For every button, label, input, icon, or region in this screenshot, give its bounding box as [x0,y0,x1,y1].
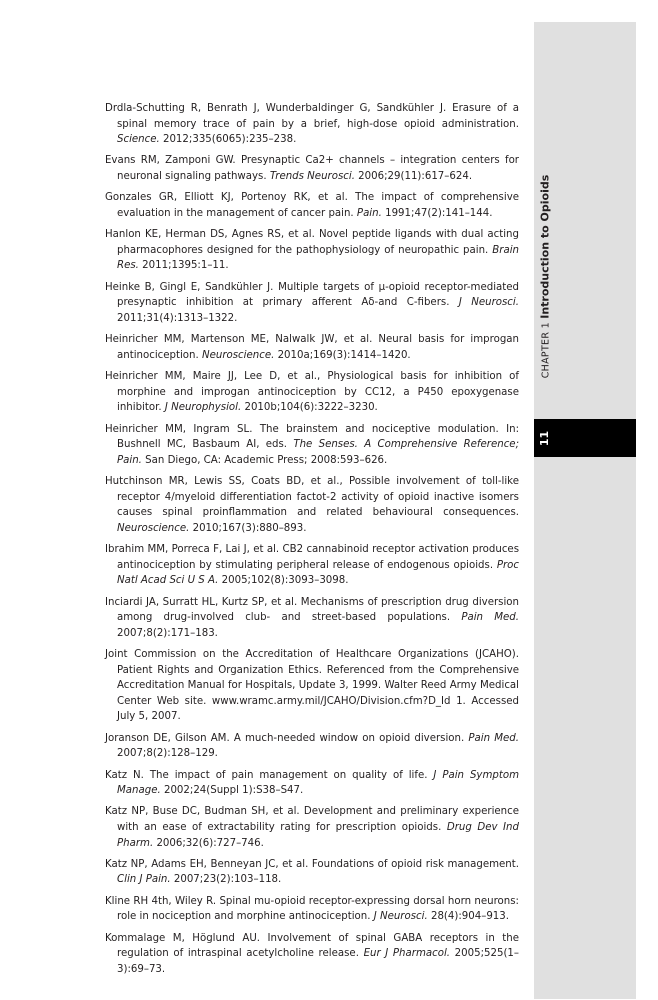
reference-list [105,101,519,983]
chapter-heading [534,174,556,379]
reference-citation: 2010;167(3):880–893. [189,522,307,534]
chapter-title: Introduction to Opioids [538,174,552,319]
reference-entry [105,931,519,978]
reference-journal: Drug Dev Ind Pharm. [117,821,519,849]
reference-entry [105,153,519,184]
reference-journal: J Neurosci. [373,911,428,923]
reference-entry [105,804,519,851]
reference-citation: 2005;525(1–3):69–73. [117,948,519,975]
reference-text: Katz NP, Buse DC, Budman SH, et al. Development and preliminary experience with an ease of extractability rating for prescription opioids. [105,806,519,833]
reference-text: Drdla-Schutting R, Benrath J, Wunderbaldinger G, Sandkühler J. Erasure of a spinal memory trace of pain by a brief, high-dose opioid administration. [105,103,519,130]
reference-entry [105,731,519,762]
reference-journal: Pain. [356,207,382,219]
reference-text: Hanlon KE, Herman DS, Agnes RS, et al. Novel peptide ligands with dual acting pharmacophores designed for the pathophysiology of neuropathic pain. [105,229,519,256]
reference-text: Heinricher MM, Martenson ME, Nalwalk JW, et al. Neural basis for improgan antinociception. [105,334,519,361]
reference-entry [105,647,519,725]
reference-entry [105,857,519,888]
reference-citation: San Diego, CA: Academic Press; 2008:593–626. [141,454,388,466]
chapter-label: CHAPTER 1 [540,318,552,379]
reference-text: Inciardi JA, Surratt HL, Kurtz SP, et al. Mechanisms of prescription drug diversion among drug-involved club- and street-based populations. [105,596,519,624]
reference-journal: Science. [117,134,160,146]
reference-citation: 2006;32(6):727–746. [153,837,264,849]
reference-text: Ibrahim MM, Porreca F, Lai J, et al. CB2 cannabinoid receptor activation produces antinociception by stimulating peripheral release of endogenous opioids. [105,544,519,571]
reference-text: Heinricher MM, Ingram SL. The brainstem and nociceptive modulation. In: Bushnell MC, Basbaum AI, eds. [105,423,519,451]
reference-entry [105,768,519,799]
reference-text: Joint Commission on the Accreditation of Healthcare Organizations (JCAHO). Patient Rights and Organization Ethics. Referenced from the Comprehensive Accreditation Manual for Hospitals, Update 3, 1999. Walter Reed Army Medical Center Web site. www.wramc.army.mil/JCAHO/Division.cfm?D_Id 1. Accessed July 5, 2007. [105,648,519,723]
reference-citation: 2011;31(4):1313–1322. [117,312,238,324]
reference-citation: 28(4):904–913. [427,911,510,923]
reference-citation: 2012;335(6065):235–238. [159,134,297,146]
reference-citation: 1991;47(2):141–144. [381,207,493,219]
reference-entry [105,190,519,221]
reference-citation: 2006;29(11):617–624. [354,171,473,183]
reference-citation: 2005;102(8):3093–3098. [218,575,349,587]
reference-entry [105,542,519,589]
reference-citation: 2002;24(Suppl 1):S38–S47. [160,785,304,797]
reference-text: Katz N. The impact of pain management on quality of life. [105,769,434,781]
reference-journal: J Pain Symptom Manage. [117,769,519,797]
reference-text: Heinke B, Gingl E, Sandkühler J. Multiple targets of μ-opioid receptor-mediated presynaptic inhibition at primary afferent Aδ-and C-fibers. [105,281,519,309]
reference-text: Hutchinson MR, Lewis SS, Coats BD, et al., Possible involvement of toll-like receptor 4/myeloid differentiation factot-2 activity of opioid inactive isomers causes spinal proinflammation and related behavioural consequences. [105,475,519,519]
reference-journal: J Neurosci. [458,297,519,309]
reference-text: Evans RM, Zamponi GW. Presynaptic Ca2+ channels – integration centers for neuronal signaling pathways. [105,155,519,183]
reference-entry [105,595,519,642]
reference-text: Joranson DE, Gilson AM. A much-needed window on opioid diversion. [105,732,469,744]
reference-entry [105,894,519,925]
reference-citation: 2007;8(2):171–183. [117,627,218,639]
reference-citation: 2010b;104(6):3222–3230. [241,402,378,414]
reference-journal: Eur J Pharmacol. [363,948,451,960]
reference-text: Heinricher MM, Maire JJ, Lee D, et al., Physiological basis for inhibition of morphine and improgan antinociception by CC12, a P450 epoxygenase inhibitor. [105,371,519,414]
reference-text: Katz NP, Adams EH, Benneyan JC, et al. Foundations of opioid risk management. [105,858,519,870]
reference-entry [105,227,519,274]
reference-text: Gonzales GR, Elliott KJ, Portenoy RK, et al. The impact of comprehensive evaluation in the management of cancer pain. [105,192,519,219]
reference-citation: 2007;8(2):128–129. [117,748,218,760]
reference-entry [105,474,519,536]
reference-journal: The Senses. A Comprehensive Reference; Pain. [117,439,520,466]
reference-journal: Pain Med. [461,612,519,624]
reference-journal: J Neurophysiol. [164,402,242,414]
reference-journal: Neuroscience. [201,349,275,361]
reference-citation: 2010a;169(3):1414–1420. [274,349,411,361]
reference-entry [105,369,519,416]
reference-entry [105,422,519,469]
page-number: 11 [538,430,552,446]
reference-entry [105,101,519,148]
reference-entry [105,280,519,327]
reference-citation: 2007;23(2):103–118. [170,874,282,886]
reference-journal: Brain Res. [117,244,519,272]
reference-journal: Trends Neurosci. [269,171,355,183]
reference-text: Kline RH 4th, Wiley R. Spinal mu-opioid receptor-expressing dorsal horn neurons: role in nociception and morphine antinociception. [105,895,519,923]
side-tab-strip [534,22,636,999]
reference-citation: 2011;1395:1–11. [138,260,229,272]
reference-journal: Proc Natl Acad Sci U S A. [117,559,519,587]
page-number-box [534,419,556,457]
reference-text: Kommalage M, Höglund AU. Involvement of spinal GABA receptors in the regulation of intraspinal acetylcholine release. [105,932,519,960]
reference-journal: Pain Med. [468,732,519,744]
reference-entry [105,332,519,363]
reference-journal: Clin J Pain. [117,874,171,886]
reference-journal: Neuroscience. [117,522,190,534]
